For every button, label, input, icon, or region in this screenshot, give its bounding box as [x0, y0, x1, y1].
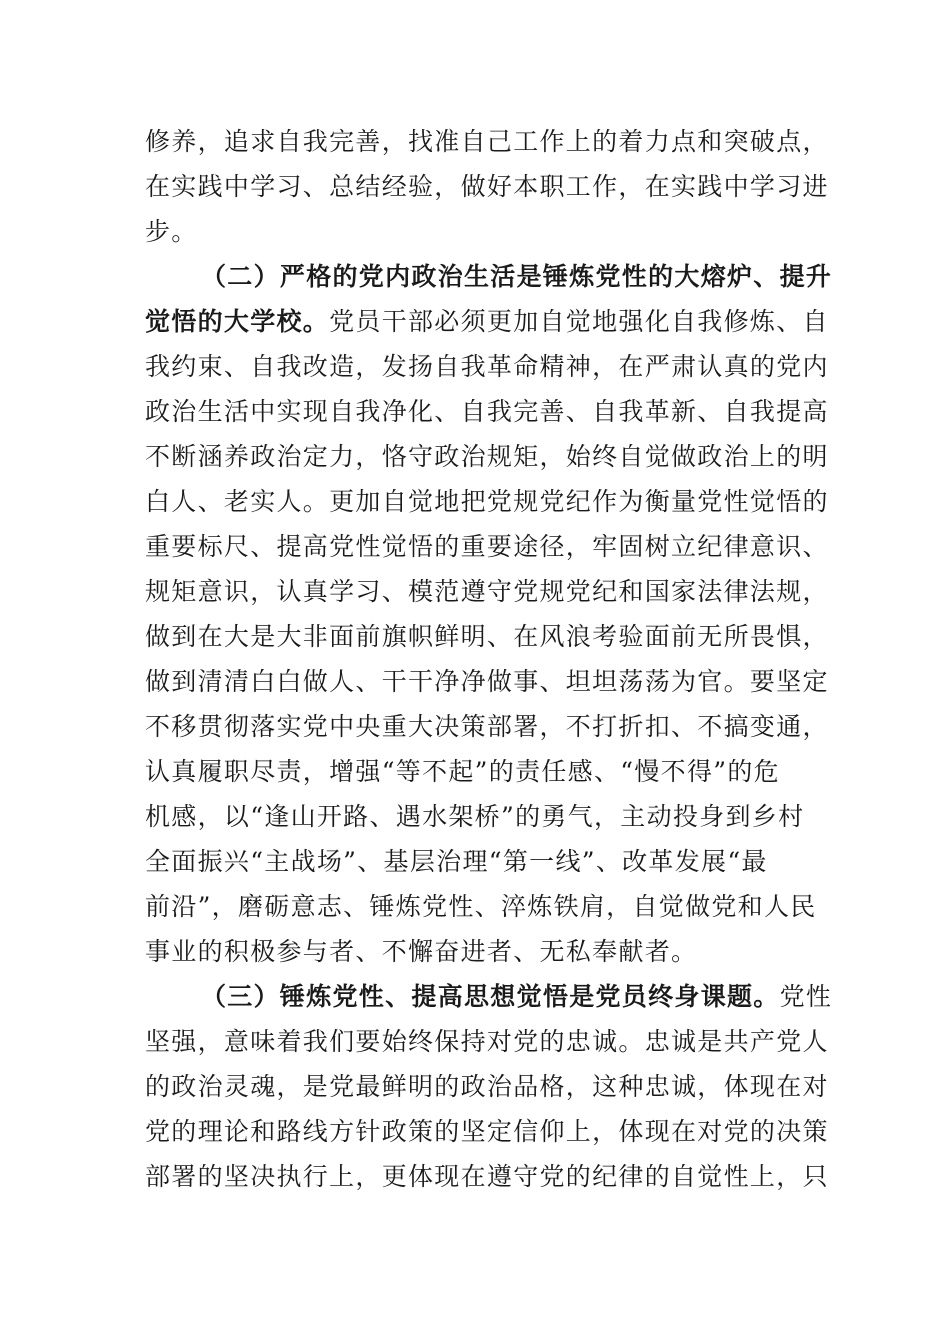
text-line: 全面振兴“主战场”、基层治理“第一线”、改革发展“最: [145, 847, 768, 876]
text-line: 白人、老实人。更加自觉地把党规党纪作为衡量党性觉悟的: [145, 487, 829, 516]
section-3-heading: （三）锤炼党性、提高思想觉悟是党员终身课题。: [201, 982, 780, 1011]
text-line: 认真履职尽责，增强“等不起”的责任感、“慢不得”的危: [145, 757, 780, 786]
text-line: 做到在大是大非面前旗帜鲜明、在风浪考验面前无所畏惧，: [145, 622, 829, 651]
text-line: 党的理论和路线方针政策的坚定信仰上，体现在对党的决策: [145, 1117, 829, 1146]
paragraph-section-2: [145, 254, 833, 974]
text-line: 在实践中学习、总结经验，做好本职工作，在实践中学习进: [145, 172, 829, 201]
text-line: 政治生活中实现自我净化、自我完善、自我革新、自我提高: [145, 397, 829, 426]
text-line: 修养，追求自我完善，找准自己工作上的着力点和突破点，: [145, 127, 829, 156]
text-line: 的政治灵魂，是党最鲜明的政治品格，这种忠诚，体现在对: [145, 1072, 829, 1101]
text-line: 机感，以“逢山开路、遇水架桥”的勇气，主动投身到乡村: [145, 802, 805, 831]
text-line: 步。: [145, 217, 198, 246]
text-run: 党员干部必须更加自觉地强化自我修炼、自: [329, 307, 829, 336]
text-line: [145, 974, 833, 1019]
text-line: 部署的坚决执行上，更体现在遵守党的纪律的自觉性上，只: [145, 1162, 829, 1191]
section-2-heading-end: 觉悟的大学校。: [145, 307, 330, 336]
text-line: 坚强，意味着我们要始终保持对党的忠诚。忠诚是共产党人: [145, 1027, 829, 1056]
document-page: [145, 119, 833, 1199]
text-line: 重要标尺、提高党性觉悟的重要途径，牢固树立纪律意识、: [145, 532, 829, 561]
paragraph-intro: [145, 119, 829, 254]
text-line: 我约束、自我改造，发扬自我革命精神，在严肃认真的党内: [145, 352, 829, 381]
text-line: 事业的积极参与者、不懈奋进者、无私奉献者。: [145, 937, 698, 966]
text-line: 不断涵养政治定力，恪守政治规矩，始终自觉做政治上的明: [145, 442, 829, 471]
text-run: 党性: [779, 982, 833, 1011]
text-line: 前沿”，磨砺意志、锤炼党性、淬炼铁肩，自觉做党和人民: [145, 892, 817, 921]
paragraph-section-3: [145, 974, 833, 1199]
text-line: 规矩意识，认真学习、模范遵守党规党纪和国家法律法规，: [145, 577, 829, 606]
text-line: 不移贯彻落实党中央重大决策部署，不打折扣、不搞变通，: [145, 712, 829, 741]
text-line: 做到清清白白做人、干干净净做事、坦坦荡荡为官。要坚定: [145, 667, 829, 696]
text-line: [145, 299, 829, 344]
section-2-heading: （二）严格的党内政治生活是锤炼党性的大熔炉、提升: [201, 262, 833, 291]
